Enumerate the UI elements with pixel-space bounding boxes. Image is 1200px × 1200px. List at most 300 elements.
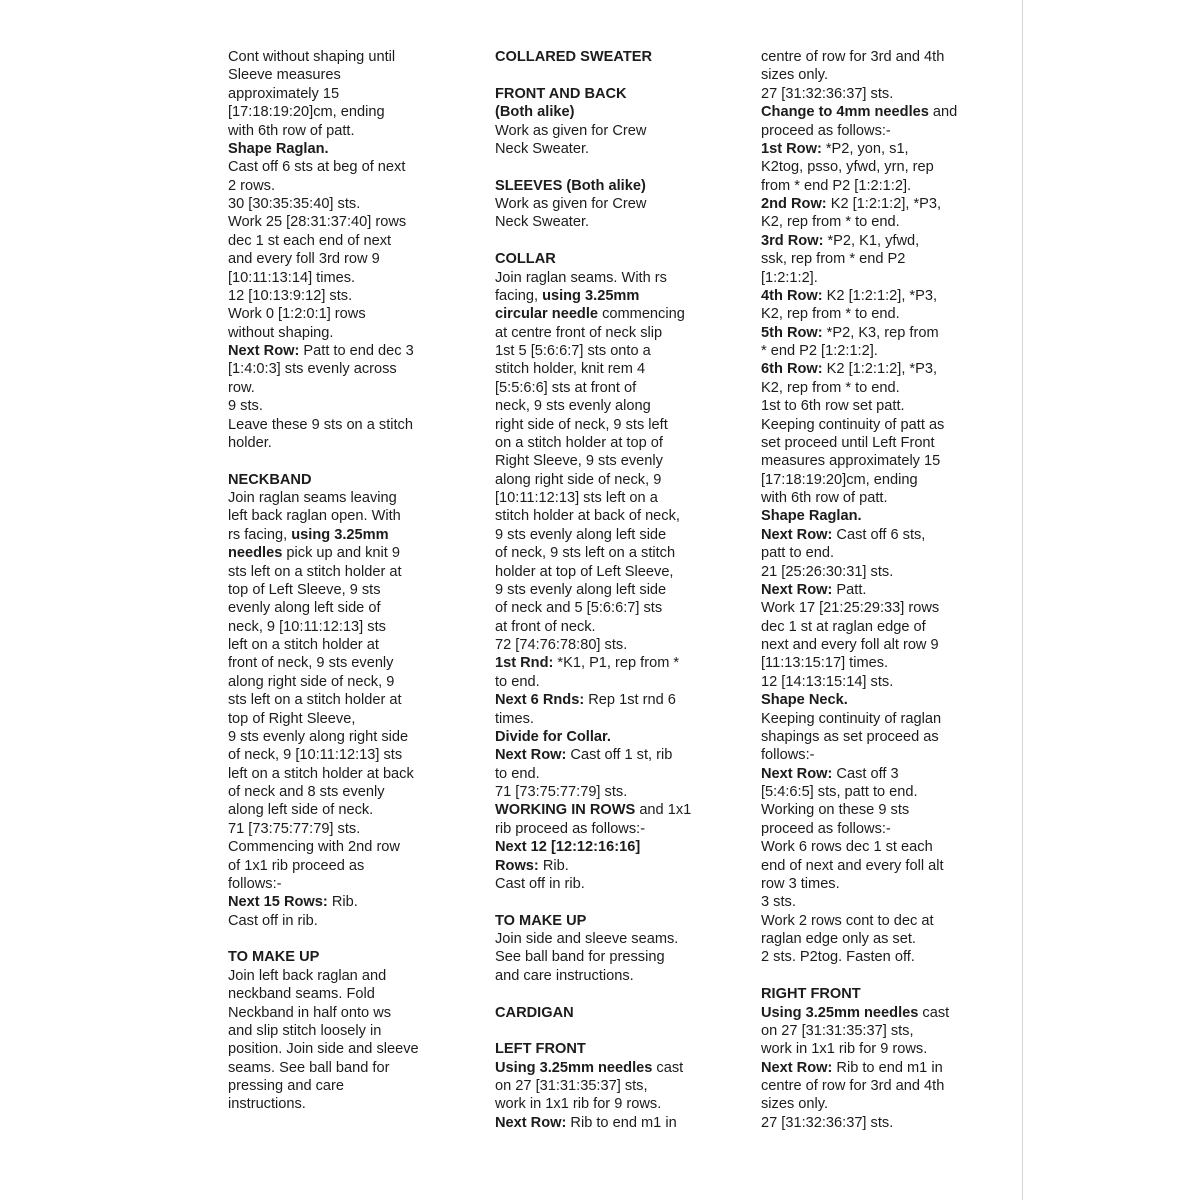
bold-text: LEFT FRONT (495, 1041, 586, 1058)
body-text: 12 [10:13:9:12] sts. (228, 287, 353, 304)
text-line (495, 691, 725, 709)
body-text: Neck Sweater. (495, 140, 590, 157)
body-text: facing, (495, 287, 543, 304)
text-line (495, 820, 725, 838)
text-line (761, 379, 991, 397)
body-text: 2 sts. P2tog. Fasten off. (761, 949, 915, 966)
text-line (761, 48, 991, 66)
text-line (761, 599, 991, 617)
bold-text: 1st Row: (761, 140, 822, 157)
text-line (228, 728, 458, 746)
body-text: Join side and sleeve seams. (495, 931, 679, 947)
text-line (228, 636, 458, 654)
body-text: of neck, 9 sts left on a stitch (495, 545, 676, 562)
text-line (228, 673, 458, 691)
bold-text: using 3.25mm (542, 287, 640, 304)
body-text: Join raglan seams. With rs (495, 269, 667, 286)
body-text: end of next and every foll alt (761, 857, 944, 874)
text-line (495, 783, 725, 801)
body-text: cast (652, 1059, 684, 1076)
text-line (761, 250, 991, 268)
bold-text: 1st Rnd: (495, 655, 554, 672)
body-text: left on a stitch holder at back (228, 765, 414, 782)
text-line (761, 416, 991, 434)
body-text: front of neck, 9 sts evenly (228, 655, 394, 672)
bold-text: 3rd Row: (761, 232, 824, 249)
body-text: set proceed until Left Front (761, 434, 935, 451)
body-text: proceed as follows:- (761, 122, 891, 139)
body-text: Rib. (538, 857, 569, 874)
text-line (228, 581, 458, 599)
bold-text: Divide for Collar. (495, 728, 611, 745)
body-text: top of Left Sleeve, 9 sts (228, 581, 381, 598)
body-text: at front of neck. (495, 618, 596, 635)
section-heading (495, 48, 725, 66)
text-line (228, 324, 458, 342)
bold-text: Next 12 [12:12:16:16] (495, 839, 641, 856)
body-text: Rib to end m1 in (832, 1059, 943, 1076)
text-line (228, 765, 458, 783)
body-text: K2 [1:2:1:2], *P3, (826, 196, 942, 212)
text-line (761, 452, 991, 470)
body-text: along right side of neck, 9 (495, 471, 662, 488)
text-line (495, 875, 725, 893)
text-line (761, 471, 991, 489)
text-line (495, 1077, 725, 1095)
text-line (761, 765, 991, 783)
bold-text: Next 15 Rows: (228, 894, 328, 911)
text-line (495, 1095, 725, 1113)
bold-text: Shape Raglan. (761, 508, 862, 525)
text-line (228, 140, 458, 158)
bold-text: Rows: (495, 857, 539, 874)
body-text: work in 1x1 rib for 9 rows. (761, 1041, 928, 1058)
body-text: 1st to 6th row set patt. (761, 398, 905, 415)
text-line (761, 177, 991, 195)
text-line (761, 85, 991, 103)
body-text: Work 17 [21:25:29:33] rows (761, 600, 940, 617)
body-text: Rep 1st rnd 6 (584, 692, 676, 709)
text-line (228, 985, 458, 1003)
text-line (495, 857, 725, 875)
body-text: Rib to end m1 in (566, 1114, 677, 1131)
text-line (761, 1077, 991, 1095)
body-text: with 6th row of patt. (228, 122, 355, 139)
body-text: Working on these 9 sts (761, 802, 910, 819)
body-text: Cont without shaping until (228, 49, 396, 65)
text-line (495, 471, 725, 489)
body-text: work in 1x1 rib for 9 rows. (495, 1096, 662, 1113)
paragraph-gap (495, 232, 725, 250)
text-line (495, 930, 725, 948)
text-line (761, 526, 991, 544)
body-text: Join raglan seams leaving (228, 490, 397, 506)
text-line (761, 140, 991, 158)
body-text: 9 sts evenly along left side (495, 526, 667, 543)
text-line (228, 85, 458, 103)
text-line (761, 912, 991, 930)
text-line (228, 599, 458, 617)
body-text: [17:18:19:20]cm, ending (228, 104, 385, 121)
text-line (761, 544, 991, 562)
body-text: next and every foll alt row 9 (761, 637, 939, 653)
bold-text: COLLAR (495, 251, 556, 268)
body-text: 72 [74:76:78:80] sts. (495, 637, 628, 653)
body-text: seams. See ball band for (228, 1059, 390, 1076)
text-line (228, 232, 458, 250)
text-line (228, 801, 458, 819)
body-text: neck, 9 [10:11:12:13] sts (228, 618, 386, 635)
paragraph-gap (228, 930, 458, 948)
body-text: raglan edge only as set. (761, 931, 916, 947)
body-text: on 27 [31:31:35:37] sts, (761, 1022, 914, 1039)
section-heading (495, 177, 725, 195)
body-text: patt to end. (761, 545, 835, 562)
body-text: centre of row for 3rd and 4th (761, 49, 945, 65)
body-text: Work as given for Crew (495, 122, 647, 139)
bold-text: Next Row: (761, 526, 833, 543)
text-line (495, 287, 725, 305)
body-text: stitch holder at back of neck, (495, 508, 680, 525)
text-line (761, 103, 991, 121)
paragraph-gap (495, 985, 725, 1003)
text-line (761, 232, 991, 250)
body-text: K2 [1:2:1:2], *P3, (822, 287, 938, 304)
body-text: dec 1 st each end of next (228, 232, 392, 249)
body-text: ssk, rep from * end P2 (761, 251, 906, 268)
text-line (495, 489, 725, 507)
bold-text: 5th Row: (761, 324, 823, 341)
text-line (761, 122, 991, 140)
bold-text: FRONT AND BACK (495, 85, 627, 102)
body-text: on a stitch holder at top of (495, 434, 663, 451)
body-text: and every foll 3rd row 9 (228, 251, 380, 268)
text-line (495, 1059, 725, 1077)
body-text: proceed as follows:- (761, 820, 891, 837)
text-line (761, 783, 991, 801)
bold-text: using 3.25mm (291, 526, 389, 543)
section-heading (495, 250, 725, 268)
text-line (761, 287, 991, 305)
text-line (495, 434, 725, 452)
text-line (228, 654, 458, 672)
text-line (495, 673, 725, 691)
bold-text: needles (228, 545, 283, 562)
text-column-2 (495, 48, 725, 1132)
body-text: neck, 9 sts evenly along (495, 398, 651, 415)
text-line (761, 728, 991, 746)
body-text: 27 [31:32:36:37] sts. (761, 85, 894, 102)
text-line (228, 1040, 458, 1058)
body-text: from * end P2 [1:2:1:2]. (761, 177, 912, 194)
bold-text: Next Row: (228, 343, 300, 359)
bold-text: Change to 4mm needles (761, 104, 929, 121)
body-text: follows:- (228, 875, 282, 892)
bold-text: Using 3.25mm needles (761, 1004, 919, 1021)
text-line (228, 875, 458, 893)
bold-text: TO MAKE UP (495, 912, 587, 929)
text-line (495, 416, 725, 434)
text-line (495, 563, 725, 581)
body-text: Work 25 [28:31:37:40] rows (228, 214, 407, 231)
text-line (761, 195, 991, 213)
body-text: Keeping continuity of patt as (761, 416, 945, 433)
text-line (495, 452, 725, 470)
text-line (228, 967, 458, 985)
body-text: left on a stitch holder at (228, 637, 379, 653)
text-line (228, 857, 458, 875)
text-line (495, 140, 725, 158)
body-text: Neckband in half onto ws (228, 1004, 392, 1021)
text-line (228, 342, 458, 360)
body-text: *P2, K1, yfwd, (823, 232, 920, 249)
body-text: and care instructions. (495, 967, 634, 984)
text-line (761, 434, 991, 452)
body-text: Cast off in rib. (228, 912, 318, 929)
body-text: Rib. (327, 894, 358, 911)
text-line (761, 838, 991, 856)
text-line (228, 618, 458, 636)
paragraph-gap (495, 66, 725, 84)
text-line (761, 563, 991, 581)
text-line (495, 636, 725, 654)
text-line (228, 489, 458, 507)
text-line (228, 269, 458, 287)
body-text: to end. (495, 673, 540, 690)
body-text: K2tog, psso, yfwd, yrn, rep (761, 159, 934, 176)
text-line (495, 765, 725, 783)
body-text: 21 [25:26:30:31] sts. (761, 563, 894, 580)
text-line (495, 342, 725, 360)
text-line (761, 801, 991, 819)
section-heading (495, 1040, 725, 1058)
body-text: sizes only. (761, 1096, 829, 1113)
body-text: [5:4:6:5] sts, patt to end. (761, 784, 918, 800)
bold-text: Shape Raglan. (228, 140, 329, 157)
bold-text: Next Row: (495, 1114, 567, 1131)
text-line (228, 691, 458, 709)
text-line (761, 930, 991, 948)
text-line (228, 507, 458, 525)
body-text: times. (495, 710, 534, 727)
text-line (495, 728, 725, 746)
body-text: Keeping continuity of raglan (761, 710, 942, 727)
body-text: [10:11:13:14] times. (228, 269, 356, 286)
text-line (761, 636, 991, 654)
text-line (761, 1059, 991, 1077)
text-line (228, 195, 458, 213)
text-line (228, 838, 458, 856)
section-heading (495, 912, 725, 930)
bold-text: 6th Row: (761, 361, 823, 378)
bold-text: Next Row: (761, 1059, 833, 1076)
text-line (495, 379, 725, 397)
section-heading (761, 985, 991, 1003)
text-line (761, 360, 991, 378)
text-line (761, 581, 991, 599)
text-line (761, 489, 991, 507)
section-heading (228, 471, 458, 489)
body-text: without shaping. (228, 324, 334, 341)
text-line (228, 1077, 458, 1095)
bold-text: Next Row: (495, 747, 567, 764)
text-line (761, 397, 991, 415)
body-text: Work 2 rows cont to dec at (761, 912, 934, 929)
text-line (761, 1004, 991, 1022)
body-text: pick up and knit 9 (282, 545, 400, 562)
paragraph-gap (761, 967, 991, 985)
text-line (495, 269, 725, 287)
text-line (495, 948, 725, 966)
body-text: at centre front of neck slip (495, 324, 663, 341)
body-text: 12 [14:13:15:14] sts. (761, 673, 894, 690)
body-text: with 6th row of patt. (761, 490, 888, 506)
body-text: Leave these 9 sts on a stitch (228, 416, 413, 433)
section-heading (495, 85, 725, 103)
bold-text: COLLARED SWEATER (495, 49, 653, 65)
section-heading (228, 948, 458, 966)
text-line (761, 875, 991, 893)
text-line (495, 526, 725, 544)
text-line (228, 1095, 458, 1113)
text-line (228, 379, 458, 397)
body-text: to end. (495, 765, 540, 782)
text-line (495, 507, 725, 525)
body-text: commencing (598, 306, 685, 323)
body-text: [17:18:19:20]cm, ending (761, 471, 918, 488)
body-text: Work 0 [1:2:0:1] rows (228, 306, 366, 323)
text-line (228, 305, 458, 323)
body-text: Patt. (832, 581, 867, 598)
text-line (761, 269, 991, 287)
body-text: centre of row for 3rd and 4th (761, 1078, 945, 1094)
body-text: * end P2 [1:2:1:2]. (761, 343, 878, 359)
bold-text: Shape Neck. (761, 692, 848, 709)
text-line (495, 746, 725, 764)
body-text: *K1, P1, rep from * (553, 655, 680, 672)
body-text: [10:11:12:13] sts left on a (495, 490, 658, 506)
body-text: evenly along left side of (228, 600, 381, 617)
text-line (228, 1004, 458, 1022)
body-text: Cast off 1 st, rib (566, 747, 673, 764)
body-text: and 1x1 (635, 802, 692, 819)
text-line (228, 820, 458, 838)
text-line (761, 857, 991, 875)
text-line (761, 66, 991, 84)
text-line (495, 360, 725, 378)
text-line (228, 893, 458, 911)
page-edge-divider (1022, 0, 1023, 1200)
body-text: 9 sts evenly along right side (228, 728, 409, 745)
text-line (495, 195, 725, 213)
bold-text: Next Row: (761, 581, 833, 598)
body-text: 1st 5 [5:6:6:7] sts onto a (495, 343, 651, 359)
text-line (761, 618, 991, 636)
body-text: follows:- (761, 747, 815, 764)
text-line (495, 599, 725, 617)
body-text: of 1x1 rib proceed as (228, 857, 365, 874)
text-line (495, 324, 725, 342)
text-line (761, 1114, 991, 1132)
text-line (761, 342, 991, 360)
text-line (761, 324, 991, 342)
bold-text: RIGHT FRONT (761, 986, 861, 1003)
text-line (495, 654, 725, 672)
text-line (228, 397, 458, 415)
text-line (495, 1114, 725, 1132)
body-text: Cast off in rib. (495, 875, 585, 892)
text-column-1 (228, 48, 458, 1114)
text-line (495, 213, 725, 231)
body-text: left back raglan open. With (228, 508, 401, 525)
text-line (495, 801, 725, 819)
body-text: of neck and 8 sts evenly (228, 784, 385, 800)
body-text: rs facing, (228, 526, 292, 543)
body-text: 71 [73:75:77:79] sts. (228, 820, 361, 837)
paragraph-gap (495, 893, 725, 911)
text-line (495, 838, 725, 856)
text-line (228, 250, 458, 268)
body-text: sts left on a stitch holder at (228, 692, 402, 709)
body-text: 3 sts. (761, 894, 796, 911)
body-text: right side of neck, 9 sts left (495, 416, 668, 433)
body-text: holder at top of Left Sleeve, (495, 563, 674, 580)
body-text: sts left on a stitch holder at (228, 563, 402, 580)
text-line (495, 618, 725, 636)
text-line (228, 122, 458, 140)
body-text: rib proceed as follows:- (495, 820, 646, 837)
body-text: K2 [1:2:1:2], *P3, (822, 361, 938, 378)
text-line (228, 360, 458, 378)
bold-text: circular needle (495, 306, 599, 323)
body-text: row. (228, 379, 255, 396)
text-line (228, 177, 458, 195)
text-line (228, 544, 458, 562)
body-text: Sleeve measures (228, 67, 341, 84)
text-line (495, 581, 725, 599)
body-text: and slip stitch loosely in (228, 1022, 382, 1039)
body-text: Neck Sweater. (495, 214, 590, 231)
bold-text: SLEEVES (Both alike) (495, 177, 646, 194)
text-line (761, 948, 991, 966)
text-line (228, 710, 458, 728)
bold-text: TO MAKE UP (228, 949, 320, 966)
body-text: position. Join side and sleeve (228, 1041, 419, 1058)
body-text: Work as given for Crew (495, 196, 647, 212)
body-text: Patt to end dec 3 (299, 343, 414, 359)
bold-text: CARDIGAN (495, 1004, 574, 1021)
text-line (761, 820, 991, 838)
bold-text: Next Row: (761, 765, 833, 782)
text-line (761, 691, 991, 709)
text-line (228, 563, 458, 581)
body-text: See ball band for pressing (495, 949, 665, 966)
section-heading (495, 1004, 725, 1022)
text-line (761, 213, 991, 231)
body-text: stitch holder, knit rem 4 (495, 361, 646, 378)
body-text: [11:13:15:17] times. (761, 655, 889, 672)
body-text: Cast off 3 (832, 765, 899, 782)
body-text: along left side of neck. (228, 802, 374, 819)
bold-text: WORKING IN ROWS (495, 802, 636, 819)
body-text: sizes only. (761, 67, 829, 84)
section-heading (495, 103, 725, 121)
body-text: cast (918, 1004, 950, 1021)
text-line (228, 434, 458, 452)
text-line (761, 673, 991, 691)
body-text: dec 1 st at raglan edge of (761, 618, 926, 635)
text-line (228, 416, 458, 434)
